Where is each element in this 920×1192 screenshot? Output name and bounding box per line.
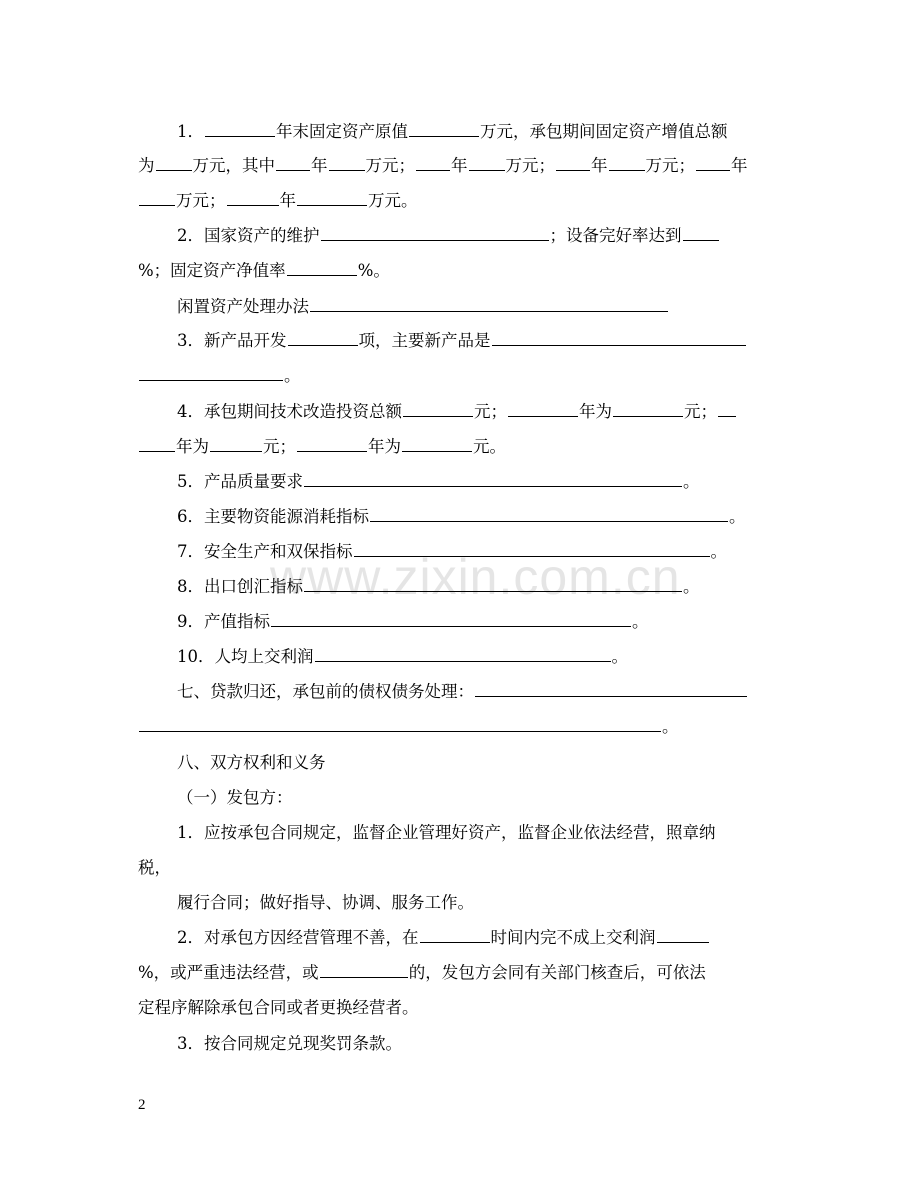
text-line [0, 712, 920, 742]
text-segment: 年 [451, 156, 468, 175]
text-line [0, 537, 920, 567]
text-segment: 元； [263, 437, 296, 456]
text-segment: 定程序解除承包合同或者更换经营者。 [138, 998, 419, 1017]
fill-in-blank[interactable] [156, 152, 192, 171]
text-segment: 。 [729, 507, 746, 526]
text-line [0, 221, 920, 251]
text-line [0, 397, 920, 427]
fill-in-blank[interactable] [416, 152, 450, 171]
fill-in-blank[interactable] [139, 362, 283, 381]
fill-in-blank[interactable] [304, 468, 682, 487]
fill-in-blank[interactable] [304, 573, 682, 592]
text-segment: 年为 [368, 437, 401, 456]
fill-in-blank[interactable] [718, 398, 736, 417]
text-segment: 。 [662, 717, 679, 736]
text-line [0, 923, 920, 953]
text-segment: 2．对承包方因经营管理不善，在 [177, 928, 419, 947]
text-line [0, 186, 920, 216]
fill-in-blank[interactable] [276, 152, 310, 171]
fill-in-blank[interactable] [310, 293, 668, 312]
text-segment: %，或严重违法经营，或 [138, 963, 319, 982]
text-segment: %。 [357, 261, 390, 280]
text-line [0, 958, 920, 988]
text-segment: 。 [710, 542, 727, 561]
fill-in-blank[interactable] [227, 187, 279, 206]
text-line [0, 783, 920, 813]
text-segment: 7．安全生产和双保指标 [177, 542, 353, 561]
fill-in-blank[interactable] [696, 152, 730, 171]
text-line [0, 1029, 920, 1059]
text-line [0, 748, 920, 778]
text-segment: 9．产值指标 [177, 612, 270, 631]
text-line [0, 888, 920, 918]
text-segment: 1．应按承包合同规定，监督企业管理好资产，监督企业依法经营，照章纳 [177, 823, 716, 842]
text-segment: %；固定资产净值率 [138, 261, 286, 280]
text-segment: 时间内完不成上交利润 [490, 928, 656, 947]
text-segment: 5．产品质量要求 [177, 472, 303, 491]
text-segment: 1． [177, 122, 204, 141]
fill-in-blank[interactable] [139, 187, 175, 206]
text-segment: 万元； [505, 156, 555, 175]
fill-in-blank[interactable] [469, 152, 505, 171]
fill-in-blank[interactable] [370, 503, 728, 522]
text-segment: 履行合同；做好指导、协调、服务工作。 [177, 893, 474, 912]
fill-in-blank[interactable] [354, 538, 710, 557]
fill-in-blank[interactable] [657, 924, 709, 943]
text-segment: 万元，承包期间固定资产增值总额 [480, 122, 728, 141]
fill-in-blank[interactable] [475, 678, 747, 697]
fill-in-blank[interactable] [297, 433, 367, 452]
text-line [0, 292, 920, 322]
text-segment: 。 [683, 472, 700, 491]
text-segment: 万元。 [368, 191, 418, 210]
text-segment: 2．国家资产的维护 [177, 226, 320, 245]
text-segment: 年 [279, 191, 296, 210]
fill-in-blank[interactable] [492, 327, 746, 346]
fill-in-blank[interactable] [139, 713, 661, 732]
fill-in-blank[interactable] [402, 433, 472, 452]
page-number: 2 [138, 1097, 146, 1113]
text-line [0, 361, 920, 391]
text-segment: 元。 [473, 437, 506, 456]
text-segment: 8．出口创汇指标 [177, 577, 303, 596]
text-segment: 年 [731, 156, 748, 175]
text-segment: 年为 [176, 437, 209, 456]
text-segment: 的，发包方会同有关部门核查后，可依法 [408, 963, 706, 982]
fill-in-blank[interactable] [321, 222, 549, 241]
fill-in-blank[interactable] [508, 398, 578, 417]
fill-in-blank[interactable] [609, 152, 645, 171]
text-segment: 税， [138, 858, 171, 877]
text-segment: 年末固定资产原值 [276, 122, 408, 141]
text-line [0, 993, 920, 1023]
fill-in-blank[interactable] [210, 433, 262, 452]
fill-in-blank[interactable] [271, 608, 631, 627]
text-line [0, 467, 920, 497]
fill-in-blank[interactable] [288, 327, 358, 346]
text-segment: 项，主要新产品是 [358, 331, 491, 350]
fill-in-blank[interactable] [297, 187, 367, 206]
text-segment: 10．人均上交利润 [177, 647, 314, 666]
text-segment: 。 [683, 577, 700, 596]
text-line [0, 502, 920, 532]
fill-in-blank[interactable] [556, 152, 590, 171]
text-line [0, 151, 920, 181]
text-line [0, 572, 920, 602]
watermark: www.zixin.com.cn [270, 549, 681, 605]
text-line [0, 853, 920, 883]
fill-in-blank[interactable] [320, 959, 408, 978]
text-segment: 八、双方权利和义务 [177, 753, 326, 772]
text-line [0, 432, 920, 462]
text-segment: 万元； [365, 156, 415, 175]
fill-in-blank[interactable] [139, 433, 175, 452]
text-segment: （一）发包方： [177, 788, 293, 807]
text-segment: 。 [611, 647, 628, 666]
text-segment: 七、贷款归还，承包前的债权债务处理： [177, 682, 474, 701]
text-segment: 4．承包期间技术改造投资总额 [177, 402, 402, 421]
text-segment: 万元； [645, 156, 695, 175]
fill-in-blank[interactable] [205, 118, 275, 137]
text-segment: 元； [684, 402, 717, 421]
fill-in-blank[interactable] [315, 643, 611, 662]
text-segment: 。 [284, 366, 301, 385]
text-segment: 闲置资产处理办法 [177, 297, 309, 316]
fill-in-blank[interactable] [613, 398, 683, 417]
text-segment: 为 [138, 156, 155, 175]
text-segment: 3．按合同规定兑现奖罚条款。 [177, 1034, 402, 1053]
text-segment: 元； [474, 402, 507, 421]
fill-in-blank[interactable] [683, 222, 719, 241]
text-segment: 万元； [176, 191, 226, 210]
fill-in-blank[interactable] [420, 924, 490, 943]
fill-in-blank[interactable] [329, 152, 365, 171]
text-line [0, 677, 920, 707]
text-line [0, 326, 920, 356]
text-segment: 年 [311, 156, 328, 175]
text-segment: 3．新产品开发 [177, 331, 287, 350]
fill-in-blank[interactable] [403, 398, 473, 417]
text-line [0, 818, 920, 848]
text-line [0, 607, 920, 637]
text-line [0, 642, 920, 672]
text-line [0, 256, 920, 286]
fill-in-blank[interactable] [409, 118, 479, 137]
text-segment: 6．主要物资能源消耗指标 [177, 507, 369, 526]
text-line [0, 117, 920, 147]
text-segment: 。 [632, 612, 649, 631]
text-segment: 万元，其中 [192, 156, 275, 175]
fill-in-blank[interactable] [287, 257, 357, 276]
text-segment: 年 [591, 156, 608, 175]
text-segment: ；设备完好率达到 [549, 226, 682, 245]
text-segment: 年为 [579, 402, 612, 421]
